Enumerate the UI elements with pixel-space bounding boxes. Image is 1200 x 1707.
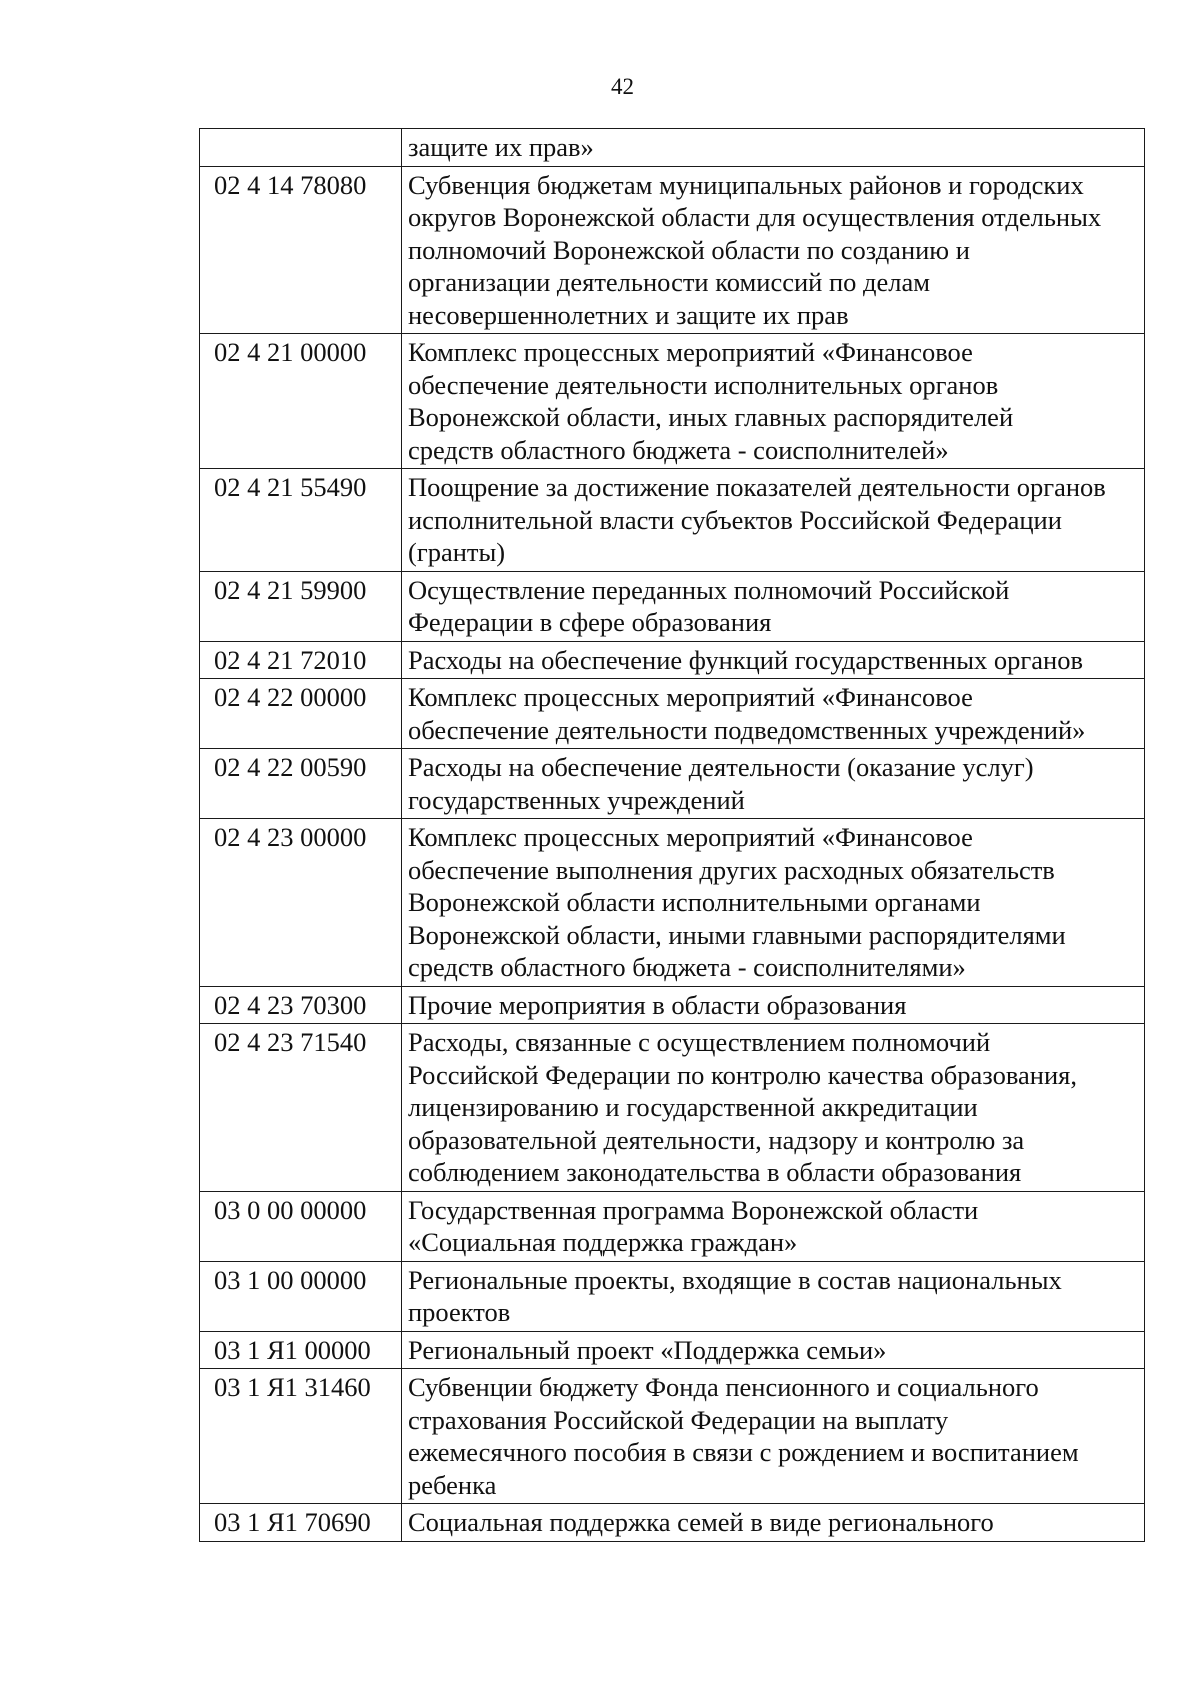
page-number: 42 — [611, 74, 634, 99]
table-row — [200, 1331, 1145, 1369]
description-cell: Поощрение за достижение показателей деятельности органов исполнительной власти субъектов Российской Федерации (гранты) — [402, 469, 1145, 572]
table-row — [200, 986, 1145, 1024]
table-row — [200, 1261, 1145, 1331]
code-cell: 03 1 Я1 31460 — [200, 1369, 402, 1504]
description-cell: Субвенция бюджетам муниципальных районов и городских округов Воронежской области для осуществления отдельных полномочий Воронежской области по созданию и организации деятельности комиссий по делам несовершеннолетних и защите их прав — [402, 166, 1145, 334]
code-cell: 02 4 22 00000 — [200, 679, 402, 749]
table-row — [200, 641, 1145, 679]
code-cell: 03 1 00 00000 — [200, 1261, 402, 1331]
description-cell: Региональный проект «Поддержка семьи» — [402, 1331, 1145, 1369]
description-cell: Социальная поддержка семей в виде регионального — [402, 1504, 1145, 1542]
table-row — [200, 129, 1145, 167]
table-row — [200, 166, 1145, 334]
description-cell: Комплекс процессных мероприятий «Финансовое обеспечение деятельности подведомственных учреждений» — [402, 679, 1145, 749]
code-cell: 02 4 21 00000 — [200, 334, 402, 469]
description-cell: защите их прав» — [402, 129, 1145, 167]
code-cell — [200, 129, 402, 167]
code-cell: 03 0 00 00000 — [200, 1191, 402, 1261]
code-cell: 02 4 23 71540 — [200, 1024, 402, 1192]
code-cell: 02 4 21 59900 — [200, 571, 402, 641]
description-cell: Региональные проекты, входящие в состав национальных проектов — [402, 1261, 1145, 1331]
description-cell: Государственная программа Воронежской области «Социальная поддержка граждан» — [402, 1191, 1145, 1261]
description-cell: Субвенции бюджету Фонда пенсионного и социального страхования Российской Федерации на выплату ежемесячного пособия в связи с рождением и воспитанием ребенка — [402, 1369, 1145, 1504]
description-cell: Осуществление переданных полномочий Российской Федерации в сфере образования — [402, 571, 1145, 641]
table-row — [200, 1191, 1145, 1261]
code-cell: 03 1 Я1 70690 — [200, 1504, 402, 1542]
code-cell: 02 4 23 00000 — [200, 819, 402, 987]
code-cell: 02 4 21 55490 — [200, 469, 402, 572]
description-cell: Комплекс процессных мероприятий «Финансовое обеспечение деятельности исполнительных органов Воронежской области, иных главных распорядителей средств областного бюджета - соисполнителей» — [402, 334, 1145, 469]
description-cell: Прочие мероприятия в области образования — [402, 986, 1145, 1024]
table-row — [200, 334, 1145, 469]
table-row — [200, 469, 1145, 572]
budget-code-table — [199, 128, 1145, 1542]
code-cell: 02 4 23 70300 — [200, 986, 402, 1024]
table-row — [200, 571, 1145, 641]
code-cell: 02 4 22 00590 — [200, 749, 402, 819]
code-cell: 02 4 14 78080 — [200, 166, 402, 334]
code-cell: 03 1 Я1 00000 — [200, 1331, 402, 1369]
description-cell: Расходы на обеспечение функций государственных органов — [402, 641, 1145, 679]
description-cell: Комплекс процессных мероприятий «Финансовое обеспечение выполнения других расходных обязательств Воронежской области исполнительными органами Воронежской области, иными главными распорядителями средств областного бюджета - соисполнителями» — [402, 819, 1145, 987]
table-row — [200, 1504, 1145, 1542]
table-row — [200, 1024, 1145, 1192]
table-row — [200, 749, 1145, 819]
table-row — [200, 679, 1145, 749]
table-row — [200, 1369, 1145, 1504]
description-cell: Расходы, связанные с осуществлением полномочий Российской Федерации по контролю качества образования, лицензированию и государственной аккредитации образовательной деятельности, надзору и контролю за соблюдением законодательства в области образования — [402, 1024, 1145, 1192]
table-row — [200, 819, 1145, 987]
description-cell: Расходы на обеспечение деятельности (оказание услуг) государственных учреждений — [402, 749, 1145, 819]
code-cell: 02 4 21 72010 — [200, 641, 402, 679]
